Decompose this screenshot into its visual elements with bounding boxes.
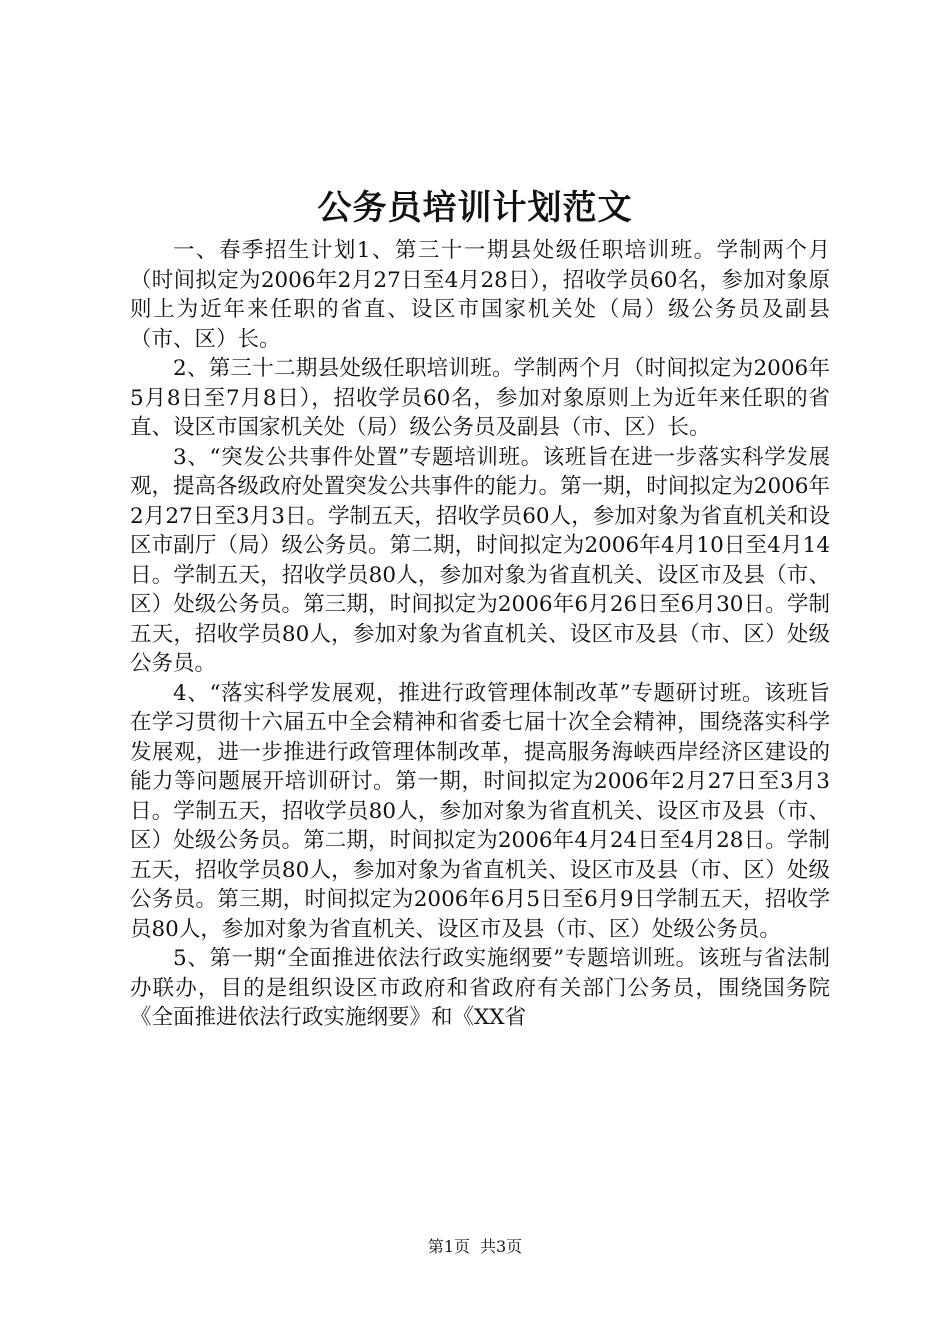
page-footer — [0, 1236, 950, 1258]
paragraph-5: 5、第一期“全面推进依法行政实施纲要”专题培训班。该班与省法制办联办，目的是组织设区市政府和省政府有关部门公务员，围绕国务院《全面推进依法行政实施纲要》和《XX省 — [130, 946, 830, 1030]
paragraph-2: 2、第三十二期县处级任职培训班。学制两个月（时间拟定为2006年5月8日至7月8日），招收学员60名，参加对象原则上为近年来任职的省直、设区市国家机关处（局）级公务员及副县（市、区）长。 — [130, 356, 830, 440]
paragraph-3: 3、“突发公共事件处置”专题培训班。该班旨在进一步落实科学发展观，提高各级政府处置突发公共事件的能力。第一期，时间拟定为2006年2月27日至3月3日。学制五天，招收学员60人，参加对象为省直机关和设区市副厅（局）级公务员。第二期，时间拟定为2006年4月10日至4月14日。学制五天，招收学员80人，参加对象为省直机关、设区市及县（市、区）处级公务员。第三期，时间拟定为2006年6月26日至6月30日。学制五天，招收学员80人，参加对象为省直机关、设区市及县（市、区）处级公务员。 — [130, 444, 830, 676]
document-body — [130, 236, 830, 1033]
paragraph-4: 4、“落实科学发展观，推进行政管理体制改革”专题研讨班。该班旨在学习贯彻十六届五中全会精神和省委七届十次全会精神，围绕落实科学发展观，进一步推进行政管理体制改革，提高服务海峡西岸经济区建设的能力等问题展开培训研讨。第一期，时间拟定为2006年2月27日至3月3日。学制五天，招收学员80人，参加对象为省直机关、设区市及县（市、区）处级公务员。第二期，时间拟定为2006年4月24日至4月28日。学制五天，招收学员80人，参加对象为省直机关、设区市及县（市、区）处级公务员。第三期，时间拟定为2006年6月5日至6月9日学制五天，招收学员80人，参加对象为省直机关、设区市及县（市、区）处级公务员。 — [130, 680, 830, 942]
page-number: 第1页 — [427, 1237, 470, 1256]
page-total: 共3页 — [480, 1237, 523, 1256]
document-title: 公务员培训计划范文 — [317, 188, 633, 228]
paragraph-1: 一、春季招生计划1、第三十一期县处级任职培训班。学制两个月（时间拟定为2006年2月27日至4月28日），招收学员60名，参加对象原则上为近年来任职的省直、设区市国家机关处（局）级公务员及副县（市、区）长。 — [130, 238, 830, 352]
